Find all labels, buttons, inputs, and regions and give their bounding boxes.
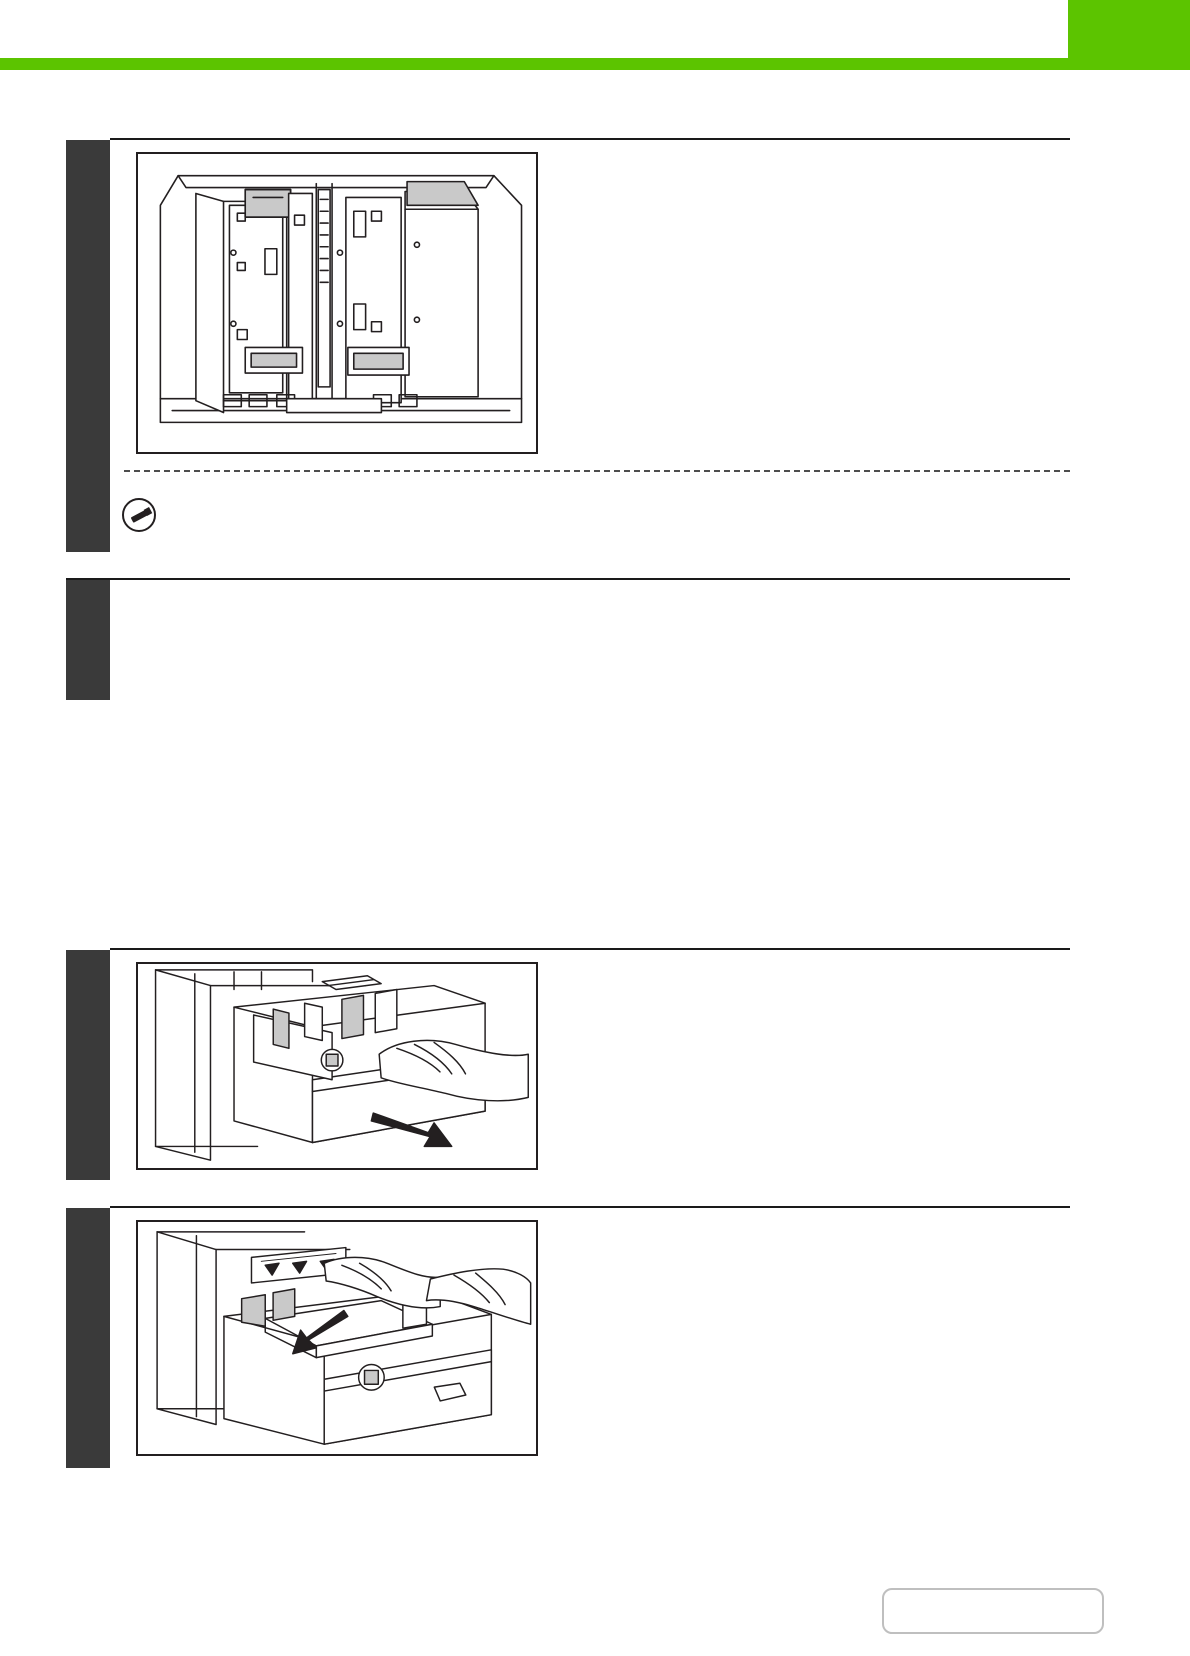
step-4-number-bar [66,1208,110,1468]
step-3-top-rule [110,948,1070,950]
step-4-top-rule [110,1206,1070,1208]
step-1-top-rule [110,138,1070,140]
note-pencil-icon [122,498,156,532]
header-accent-tab [1068,0,1190,58]
step-1-note-separator [124,470,1070,472]
step-2-number-bar [66,580,110,700]
figure-tray-interior-top-view [136,152,538,454]
header-accent-bar [0,58,1190,70]
figure-pull-out-paper-tray [136,962,538,1170]
footer-page-number-box [882,1588,1104,1634]
step-3-number-bar [66,950,110,1180]
step-2-top-rule [66,578,1070,580]
step-1-number-bar [66,140,110,552]
figure-load-paper-into-tray [136,1220,538,1456]
